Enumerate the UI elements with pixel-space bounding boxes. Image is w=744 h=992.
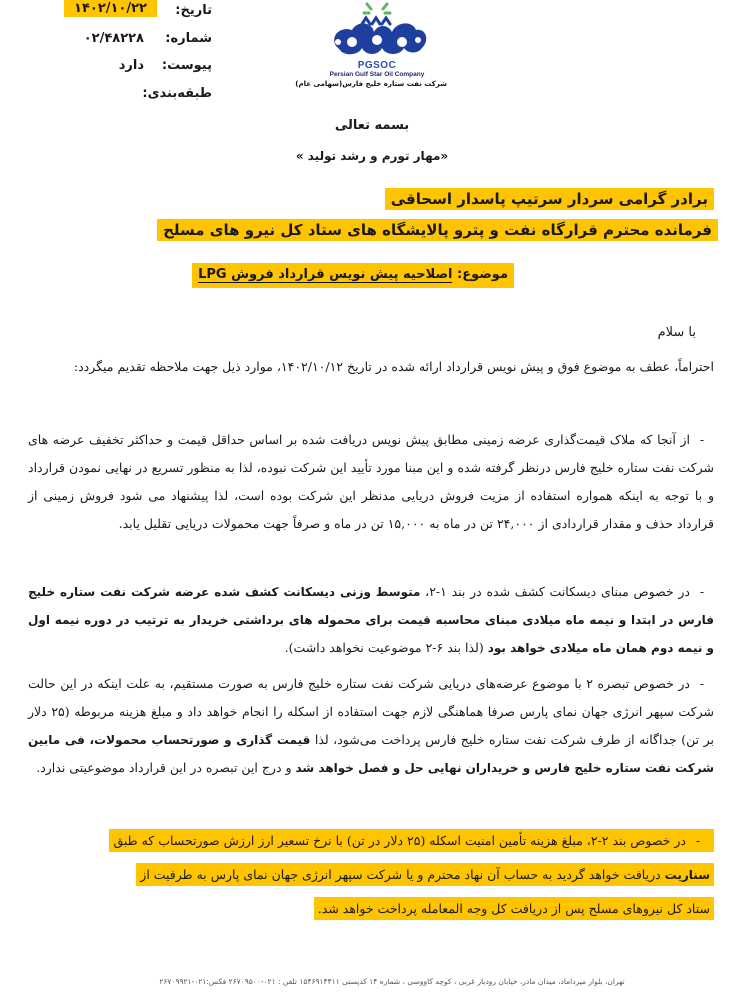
date-label: تاریخ: xyxy=(175,3,212,18)
bullet-dash: - xyxy=(699,676,705,691)
logo-persian-name: شرکت نفت ستاره خلیج فارس(سهامی عام) xyxy=(295,80,447,88)
subject-text: اصلاحیه پیش نویس قرارداد فروش LPG xyxy=(198,267,453,282)
bullet-text: در خصوص بند ۲-۲، مبلغ هزینه تأمین امنیت اسکله (۲۵ دلار در تن) با نرخ تسعیر ارز ارزش صورتحساب که طبق xyxy=(113,833,686,848)
intro-paragraph: احتراماً، عطف به موضوع فوق و پیش نویس قرارداد ارائه شده در تاریخ ۱۴۰۲/۱۰/۱۲، موارد ذیل جهت ملاحظه تقدیم میگردد: xyxy=(73,359,714,374)
highlighted-line-1 xyxy=(109,829,714,852)
company-logo xyxy=(295,0,447,96)
pgsoc-logo-icon xyxy=(322,0,432,60)
greeting: با سلام xyxy=(657,325,696,340)
highlighted-line-3 xyxy=(314,897,714,920)
classification-row xyxy=(2,86,212,106)
list-item xyxy=(28,670,714,782)
list-item xyxy=(28,426,714,538)
bullet-bold-text: قیمت گذاری و صورتحساب محمولات، فی مابین شرکت نفت ستاره خلیج فارس و خریداران نهایی حل و فصل خواهد شد xyxy=(28,733,714,775)
subject-label: موضوع: xyxy=(457,267,508,282)
bullet-bold-text: متوسط وزنی دیسکانت کشف شده عرضه شرکت نفت ستاره خلیج فارس در ابتدا و نیمه ماه میلادی مبنای محاسبه قیمت برای محموله های برداشتی خریدار به ترتیب در دوره نیمه اول و نیمه دوم همان ماه میلادی خواهد بود xyxy=(28,585,714,655)
date-row xyxy=(2,3,212,23)
bullet-bold-text: سناریت xyxy=(664,868,710,882)
number-value: ۰۲/۴۸۲۲۸ xyxy=(83,31,144,46)
attachment-label: پیوست: xyxy=(161,58,212,73)
bullet-dash: - xyxy=(699,432,705,447)
slogan: «مهار تورم و رشد تولید » xyxy=(295,149,449,163)
bullet-text-end: و درج این تبصره در این قرارداد موضوعیتی ندارد. xyxy=(36,760,296,775)
attachment-row xyxy=(2,58,212,78)
number-row xyxy=(2,31,212,51)
list-item-highlighted xyxy=(28,824,714,926)
bullet-text-end: (لذا بند ۶-۲ موضوعیت نخواهد داشت). xyxy=(284,640,488,655)
invocation: بسمه تعالی xyxy=(334,118,410,133)
bullet-text: ستاد کل نیروهای مسلح پس از دریافت کل وجه المعامله پرداخت خواهد شد. xyxy=(317,901,710,916)
date-value: ۱۴۰۲/۱۰/۲۲ xyxy=(64,0,157,17)
bullet-text: از آنجا که ملاک قیمت‌گذاری عرضه زمینی مطابق پیش نویس دریافت شده بر اساس حداقل قیمت و حداکثر تخفیف عرضه های شرکت نفت ستاره خلیج فارس درنظر گرفته شده و این مبنا مورد تأیید این شرکت نبوده، لذا به منظور تسریع در نهایی نمودن قرارداد و با توجه به اینکه همواره استفاده از مزیت فروش دریایی مدنظر این شرکت بوده است، لذا پیشنهاد می شود فروش زمینی از قرارداد حذف و مقدار قراردادی از ۲۴,۰۰۰ تن در ماه به ۱۵,۰۰۰ تن در ماه و صرفاً جهت محمولات دریایی تقلیل یابد. xyxy=(28,432,714,531)
subject xyxy=(192,263,514,288)
bullet-dash: - xyxy=(695,833,701,848)
bullet-dash: - xyxy=(699,584,705,599)
bullet-text: در خصوص تبصره ۲ با موضوع عرضه‌های دریایی شرکت نفت ستاره خلیج فارس به صورت مستقیم، به علت اینکه در این حالت شرکت سپهر انرژی جهان نمای پارس صرفا هماهنگی لازم جهت استفاده از اسکله را انجام خواهد داد و مبلغ هزینه مربوطه (۲۵ دلار بر تن) جداگانه از طرف شرکت نفت ستاره خلیج فارس پرداخت می‌شود، لذا xyxy=(28,676,714,747)
bullet-text: دریافت خواهد گردید به حساب آن نهاد محترم و یا شرکت سپهر انرژی جهان نمای پارس به طرفیت از xyxy=(140,867,665,882)
bullet-text: در خصوص مبنای دیسکانت کشف شده در بند ۱-۲، xyxy=(420,584,690,599)
recipient-title: فرمانده محترم قرارگاه نفت و پترو پالایشگاه های ستاد کل نیرو های مسلح xyxy=(157,219,718,241)
list-item xyxy=(28,578,714,662)
attachment-value: دارد xyxy=(118,58,144,73)
footer-address: تهران، بلوار میرداماد، میدان مادر، خیابان رودبار غربی ، کوچه کاووسی ، شماره ۱۴ کدپستی ۱۵۴۶۹۱۴۴۱۱ تلفن : ۰۲۱-۲۶۷۰۹۵۰۰ فکس:۰۲۱-۲۶۷۰۹۹۲۱ xyxy=(159,977,625,986)
classification-label: طبقه‌بندی: xyxy=(142,86,212,101)
highlighted-line-2 xyxy=(136,863,714,886)
logo-abbreviation: PGSOC xyxy=(357,60,397,71)
recipient-name: برادر گرامی سردار سرتیپ پاسدار اسحاقی xyxy=(385,188,714,210)
logo-english-name: Persian Gulf Star Oil Company xyxy=(329,71,425,78)
number-label: شماره: xyxy=(165,31,212,46)
